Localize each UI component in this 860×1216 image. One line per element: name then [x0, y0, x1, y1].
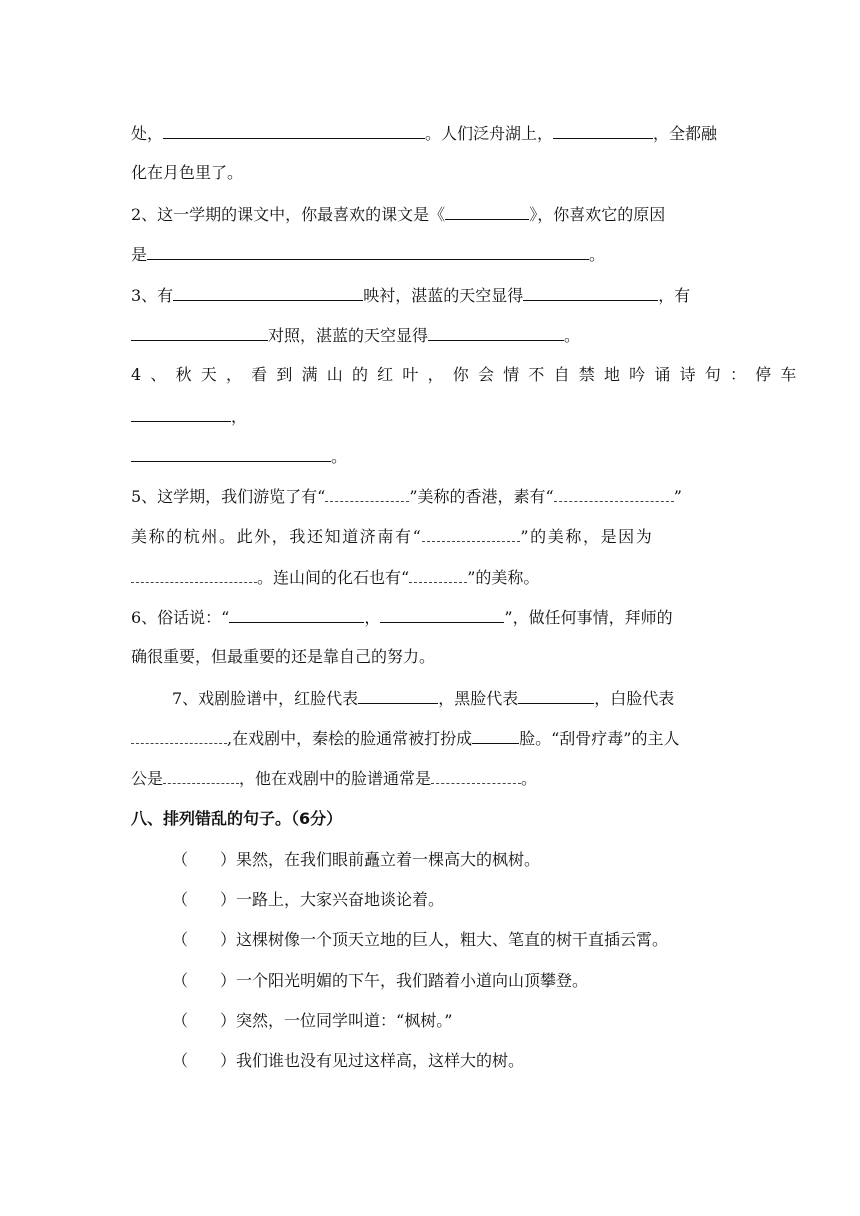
answer-blank[interactable]: [173, 284, 363, 301]
text: 。人们泛舟湖上，: [425, 124, 554, 143]
text: 映衬，湛蓝的天空显得: [363, 286, 524, 305]
answer-blank[interactable]: [229, 606, 364, 623]
text: 3、有: [131, 286, 174, 305]
q-continuation-line-1: [131, 122, 717, 145]
answer-blank[interactable]: [163, 767, 239, 784]
text: 6、俗话说：“: [131, 608, 230, 627]
paren-open: （: [172, 1051, 189, 1070]
question-3-line-2: [131, 324, 580, 347]
answer-blank[interactable]: [523, 284, 658, 301]
sentence-item: [172, 849, 540, 871]
question-2-line-1: [131, 203, 665, 226]
answer-blank[interactable]: [380, 606, 504, 623]
answer-blank[interactable]: [131, 405, 231, 422]
text: ，黑脸代表: [438, 689, 519, 708]
text: 。: [331, 447, 348, 466]
question-6-line-1: [131, 606, 673, 629]
answer-blank[interactable]: [409, 566, 467, 583]
sentence-text: 果然，在我们眼前矗立着一棵高大的枫树。: [236, 850, 541, 869]
sentence-item: [172, 889, 444, 911]
text: ”: [673, 487, 682, 506]
text: ”美称的香港，素有“: [409, 487, 554, 506]
text: ”，做任何事情，拜师的: [504, 608, 673, 627]
answer-blank[interactable]: [428, 324, 564, 341]
text: ，白脸代表: [594, 689, 675, 708]
question-5-line-2: [131, 525, 653, 548]
text: ，有: [658, 286, 691, 305]
answer-blank[interactable]: [131, 445, 331, 462]
answer-blank[interactable]: [131, 566, 257, 583]
text: 是: [131, 245, 148, 264]
question-4-line-3: [131, 445, 347, 468]
question-7-line-2: [131, 727, 679, 750]
text: 处，: [131, 124, 164, 143]
question-7-line-1: [172, 687, 674, 710]
text: ，全都融: [653, 124, 718, 143]
text: ”的美称，是因为: [520, 527, 654, 546]
text: 。: [589, 245, 606, 264]
question-7-line-3: [131, 767, 537, 790]
paren-close: ）: [220, 850, 237, 869]
paren-open: （: [172, 971, 189, 990]
question-5-line-3: [131, 566, 539, 589]
paren-close: ）: [220, 971, 237, 990]
question-4-line-2: [131, 405, 247, 428]
paren-close: ）: [220, 1011, 237, 1030]
answer-blank[interactable]: [131, 727, 227, 744]
paren-open: （: [172, 930, 189, 949]
paren-open: （: [172, 1011, 189, 1030]
text: ,在戏剧中，秦桧的脸通常被打扮成: [227, 729, 473, 748]
question-4-line-1: 4、秋天，看到满山的红叶，你会情不自禁地吟诵诗句：停车: [131, 365, 806, 384]
paren-open: （: [172, 890, 189, 909]
answer-blank[interactable]: [325, 485, 409, 502]
paren-close: ）: [220, 1051, 237, 1070]
answer-blank[interactable]: [422, 525, 520, 542]
sentence-text: 这棵树像一个顶天立地的巨人，粗大、笔直的树干直插云霄。: [236, 930, 669, 949]
q-continuation-line-2: 化在月色里了。: [131, 163, 244, 182]
sentence-text: 一个阳光明媚的下午，我们踏着小道向山顶攀登。: [236, 971, 589, 990]
question-3-line-1: [131, 284, 690, 307]
question-2-line-2: [131, 243, 605, 266]
question-5-line-1: [131, 485, 682, 508]
text: 2、这一学期的课文中，你最喜欢的课文是《: [131, 205, 446, 224]
answer-blank[interactable]: [358, 687, 438, 704]
paren-close: ）: [220, 930, 237, 949]
text: 脸。“刮骨疗毒”的主人: [519, 729, 680, 748]
answer-blank[interactable]: [163, 122, 425, 139]
answer-blank[interactable]: [431, 767, 521, 784]
text: ”的美称。: [467, 568, 540, 587]
text: ，他在戏剧中的脸谱通常是: [239, 769, 432, 788]
sentence-text: 我们谁也没有见过这样高，这样大的树。: [236, 1051, 525, 1070]
section-8-heading: 八、排列错乱的句子。（6分）: [131, 809, 343, 828]
text: 5、这学期，我们游览了有“: [131, 487, 326, 506]
text: ，: [231, 407, 248, 426]
sentence-item: [172, 1050, 524, 1072]
paren-close: ）: [220, 890, 237, 909]
text: 公是: [131, 769, 164, 788]
answer-blank[interactable]: [445, 203, 529, 220]
text: ，: [364, 608, 381, 627]
sentence-item: [172, 929, 668, 951]
sentence-item: [172, 1010, 452, 1032]
text: 》，你喜欢它的原因: [529, 205, 666, 224]
text: 7、戏剧脸谱中，红脸代表: [172, 689, 359, 708]
answer-blank[interactable]: [553, 122, 653, 139]
sentence-text: 突然，一位同学叫道：“枫树。”: [236, 1011, 453, 1030]
answer-blank[interactable]: [554, 485, 674, 502]
text: 。连山间的化石也有“: [257, 568, 410, 587]
question-6-line-2: 确很重要，但最重要的还是靠自己的努力。: [131, 647, 436, 666]
answer-blank[interactable]: [147, 243, 589, 260]
sentence-text: 一路上，大家兴奋地谈论着。: [236, 890, 445, 909]
answer-blank[interactable]: [131, 324, 268, 341]
answer-blank[interactable]: [472, 727, 519, 744]
text: 。: [564, 326, 581, 345]
text: 。: [521, 769, 538, 788]
answer-blank[interactable]: [518, 687, 594, 704]
paren-open: （: [172, 850, 189, 869]
text: 美称的杭州。此外，我还知道济南有“: [131, 527, 423, 546]
sentence-item: [172, 970, 588, 992]
text: 对照，湛蓝的天空显得: [268, 326, 429, 345]
